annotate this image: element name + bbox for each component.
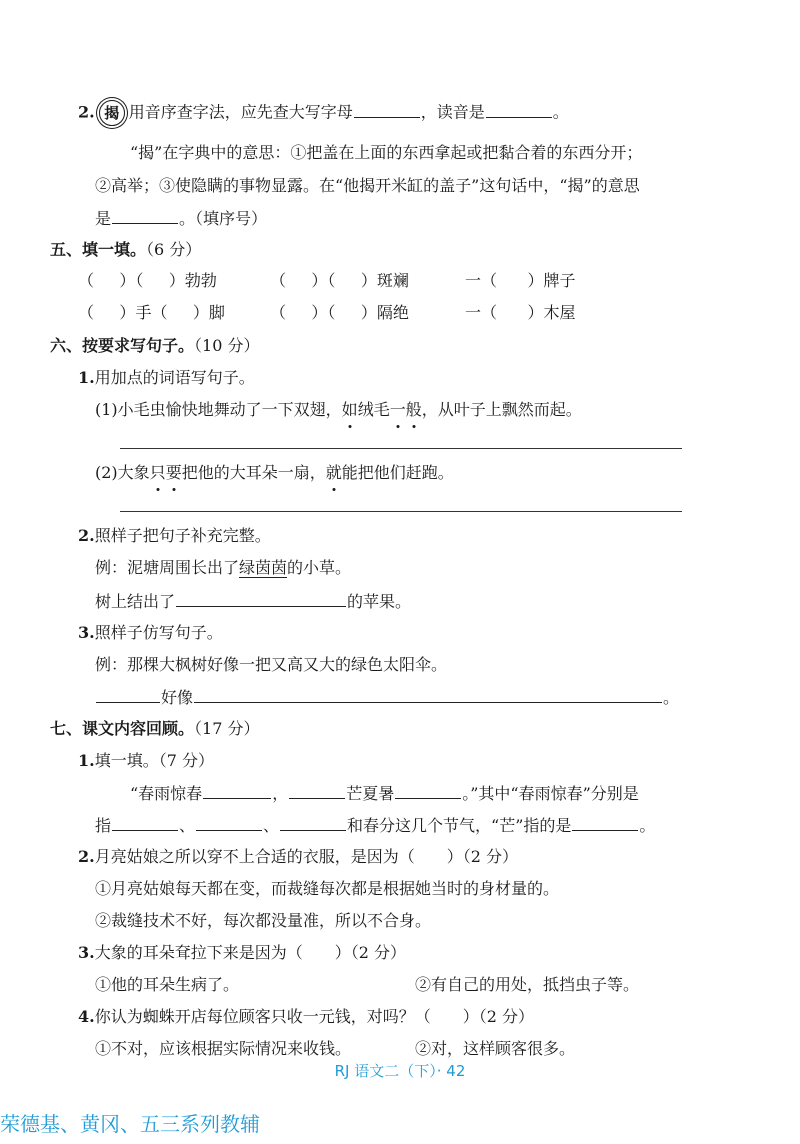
sec7-q4-option2[interactable]: ②对，这样顾客很多。 [415,1039,576,1058]
dict-meaning-1: “揭”在字典中的意思：①把盖在上面的东西拿起或把黏合着的东西分开； [130,143,643,162]
sec6-fill3: 好像 。 [95,686,679,709]
sec5-row1-c2: （ ）（ ）斑斓 [270,271,409,290]
letter-blank[interactable] [354,101,420,118]
term-blank-5[interactable] [196,814,262,831]
term-blank-6[interactable] [280,814,346,831]
sec6-q1: 1.用加点的词语写句子。 [78,368,255,387]
section6-title: 六、按要求写句子。（10 分） [50,336,260,355]
fill2-blank[interactable] [176,590,346,607]
pinyin-blank[interactable] [486,101,552,118]
sec7-q2: 2.月亮姑娘之所以穿不上合适的衣服，是因为（ ）（2 分） [78,847,518,866]
sec5-row2-c3: 一（ ）木屋 [465,303,576,322]
term-blank-2[interactable] [289,782,345,799]
sec5-row1-c1: （ ）（ ）勃勃 [78,271,217,290]
term-blank-7[interactable] [572,814,638,831]
meaning-blank[interactable] [112,207,178,224]
dict-meaning-2: ②高举；③使隐瞒的事物显露。在“他揭开米缸的盖子”这句话中，“揭”的意思 [95,176,640,195]
dict-meaning-3: 是 。（填序号） [95,209,268,228]
section5-title: 五、填一填。（6 分） [50,240,202,259]
page-footer: RJ 语文二（下）· 42 [334,1062,466,1080]
sec6-example2: 例：泥塘周围长出了绿茵茵的小草。 [95,558,352,577]
brand-watermark: 荣德基、黄冈、五三系列教辅 [0,1112,260,1136]
sec5-row2-c1: （ ）手（ ）脚 [78,303,225,322]
sec7-q4: 4.你认为蜘蛛开店每位顾客只收一元钱，对吗？（ ）（2 分） [78,1007,534,1026]
sec7-q1: 1.填一填。（7 分） [78,751,214,770]
sec6-q2: 2.照样子把句子补充完整。 [78,526,271,545]
term-blank-3[interactable] [395,782,461,799]
flower-char-icon: 揭 [99,100,125,126]
sec7-solar-terms-line2: 指 、 、 和春分这几个节气，“芒”指的是 。 [95,816,656,835]
sec6-q3: 3.照样子仿写句子。 [78,623,223,642]
sec5-row2-c2: （ ）（ ）隔绝 [270,303,409,322]
sec6-sentence1: (1)小毛虫愉快地舞动了一下双翅，如绒毛一般，从叶子上飘然而起。 [95,400,582,419]
sec7-q3-option1[interactable]: ①他的耳朵生病了。 [95,975,240,994]
sec7-q3-option2[interactable]: ②有自己的用处，抵挡虫子等。 [415,975,640,994]
fill3-subject-blank[interactable] [96,686,160,703]
section7-title: 七、课文内容回顾。（17 分） [50,719,260,738]
sec7-solar-terms-line1: “春雨惊春 ， 芒夏暑 。”其中“春雨惊春”分别是 [130,784,639,803]
sec6-fill2: 树上结出了 的苹果。 [95,592,412,611]
sec7-q2-option2[interactable]: ②裁缝技术不好，每次都没量准，所以不合身。 [95,911,432,930]
sec5-row1-c3: 一（ ）牌子 [465,271,576,290]
term-blank-1[interactable] [203,782,271,799]
sec7-q2-option1[interactable]: ①月亮姑娘每天都在变，而裁缝每次都是根据她当时的身材量的。 [95,879,560,898]
sec7-q3: 3.大象的耳朵耷拉下来是因为（ ）（2 分） [78,943,406,962]
fill3-object-blank[interactable] [194,686,662,703]
q2-dict-line: 2. 揭 用音序查字法，应先查大写字母 ，读音是 。 [78,100,569,126]
sec6-sentence2: (2)大象只要把他的大耳朵一扇，就能把他们赶跑。 [95,463,454,482]
term-blank-4[interactable] [112,814,178,831]
sec6-example3: 例：那棵大枫树好像一把又高又大的绿色太阳伞。 [95,655,448,674]
sec7-q4-option1[interactable]: ①不对，应该根据实际情况来收钱。 [95,1039,352,1058]
q2-number: 2. [78,102,95,122]
write-line-2[interactable] [120,511,682,512]
write-line-1[interactable] [120,448,682,449]
